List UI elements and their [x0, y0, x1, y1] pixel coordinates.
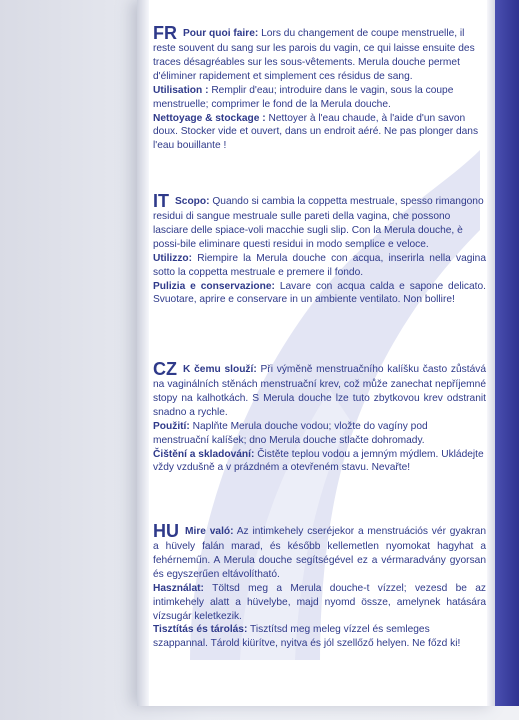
section-hu	[153, 522, 486, 651]
cz-intro-paragraph	[153, 360, 486, 420]
hu-intro-heading: Mire való:	[185, 526, 234, 537]
it-intro-heading: Scopo:	[175, 196, 210, 207]
hu-usage-text: Töltsd meg a Merula douche-t vízzel; vezesd be az intimkehely alatt a hüvelybe, majd nyomd össze, amelynek hatására vízsugár keletkezik.	[153, 582, 486, 622]
fr-intro-heading: Pour quoi faire:	[183, 28, 259, 39]
cz-intro-text: Při výměně menstruačního kalíšku často zůstává na vaginálních stěnách menstruační krev, což může zanechat nepříjemné stopy na kalhotkách. S Merula douche lze tuto zbytkovou krev odstranit snadno a rychle.	[153, 364, 486, 418]
package-accent-stripe	[495, 0, 519, 706]
hu-care-paragraph	[153, 623, 486, 651]
fr-care-paragraph	[153, 112, 486, 154]
panel-left-edge	[137, 0, 149, 706]
fr-care-text: Nettoyer à l'eau chaude, à l'aide d'un savon doux. Stocker vide et ouvert, dans un endroit aéré. Ne pas plonger dans l'eau bouillante !	[153, 112, 479, 152]
fr-intro-paragraph	[153, 24, 486, 84]
it-usage-paragraph	[153, 252, 486, 280]
section-it	[153, 192, 486, 307]
hu-usage-paragraph	[153, 582, 486, 624]
section-fr	[153, 24, 486, 153]
lang-code-fr: FR	[153, 23, 177, 43]
hu-care-text: Tisztítsd meg meleg vízzel és semleges szappannal. Tárold kiürítve, nyitva és jól szellőző helyen. Ne főzd ki!	[153, 624, 461, 650]
fr-usage-heading: Utilisation :	[153, 84, 209, 96]
it-intro-paragraph	[153, 192, 486, 252]
it-usage-heading: Utilizzo:	[153, 252, 193, 264]
fr-usage-paragraph	[153, 84, 486, 112]
section-cz	[153, 360, 486, 475]
it-care-text: Lavare con acqua calda e sapone delicato. Svuotare, aprire e conservare in un ambiente ventilato. Non bollire!	[153, 280, 487, 306]
fr-usage-text: Remplir d'eau; introduire dans le vagin, sous la coupe menstruelle; comprimer le fond de la Merula douche.	[153, 84, 454, 110]
fr-intro-text: Lors du changement de coupe menstruelle, il reste souvent du sang sur les parois du vagin, ce qui laisse ensuite des traces désagréables sur les sous-vêtements. Merula douche permet d'éliminer rapidement et simplement ces résidus de sang.	[153, 28, 475, 82]
cz-care-text: Čistěte teplou vodou a jemným mýdlem. Ukládejte vždy vzdušně a v prázdném a otevřeném stavu. Nevařte!	[153, 448, 484, 474]
hu-intro-paragraph	[153, 522, 486, 582]
cz-intro-heading: K čemu slouží:	[183, 364, 257, 375]
it-care-heading: Pulizia e conservazione:	[153, 280, 275, 292]
fr-care-heading: Nettoyage & stockage :	[153, 112, 266, 124]
cz-care-heading: Čištění a skladování:	[153, 448, 255, 460]
it-intro-text: Quando si cambia la coppetta mestruale, spesso rimangono residui di sangue mestruale sulle pareti della vagina, che possono lasciare delle spiace-voli macchie sugli slip. Con la Merula douche, è possi-bile eliminare questi residui in modo semplice e veloce.	[153, 196, 484, 250]
hu-usage-heading: Használat:	[153, 582, 204, 594]
lang-code-it: IT	[153, 191, 169, 211]
lang-code-hu: HU	[153, 521, 179, 541]
cz-usage-text: Naplňte Merula douche vodou; vložte do vagíny pod menstruační kalíšek; dno Merula douche stlačte dohromady.	[153, 420, 428, 446]
cz-care-paragraph	[153, 448, 486, 476]
it-care-paragraph	[153, 280, 486, 308]
hu-intro-text: Az intimkehely cseréjekor a menstruációs vér gyakran a hüvely falán marad, és később kellemetlen nyomokat hagyhat a fehérneműn. A Merula douche segítségével ez a vérmaradvány gyorsan és egyszerűen eltávolítható.	[153, 526, 486, 580]
cz-usage-paragraph	[153, 420, 486, 448]
it-usage-text: Riempire la Merula douche con acqua, inserirla nella vagina sotto la coppetta mestruale e premere il fondo.	[153, 252, 486, 278]
lang-code-cz: CZ	[153, 359, 177, 379]
hu-care-heading: Tisztítás és tárolás:	[153, 624, 248, 636]
cz-usage-heading: Použití:	[153, 420, 190, 432]
